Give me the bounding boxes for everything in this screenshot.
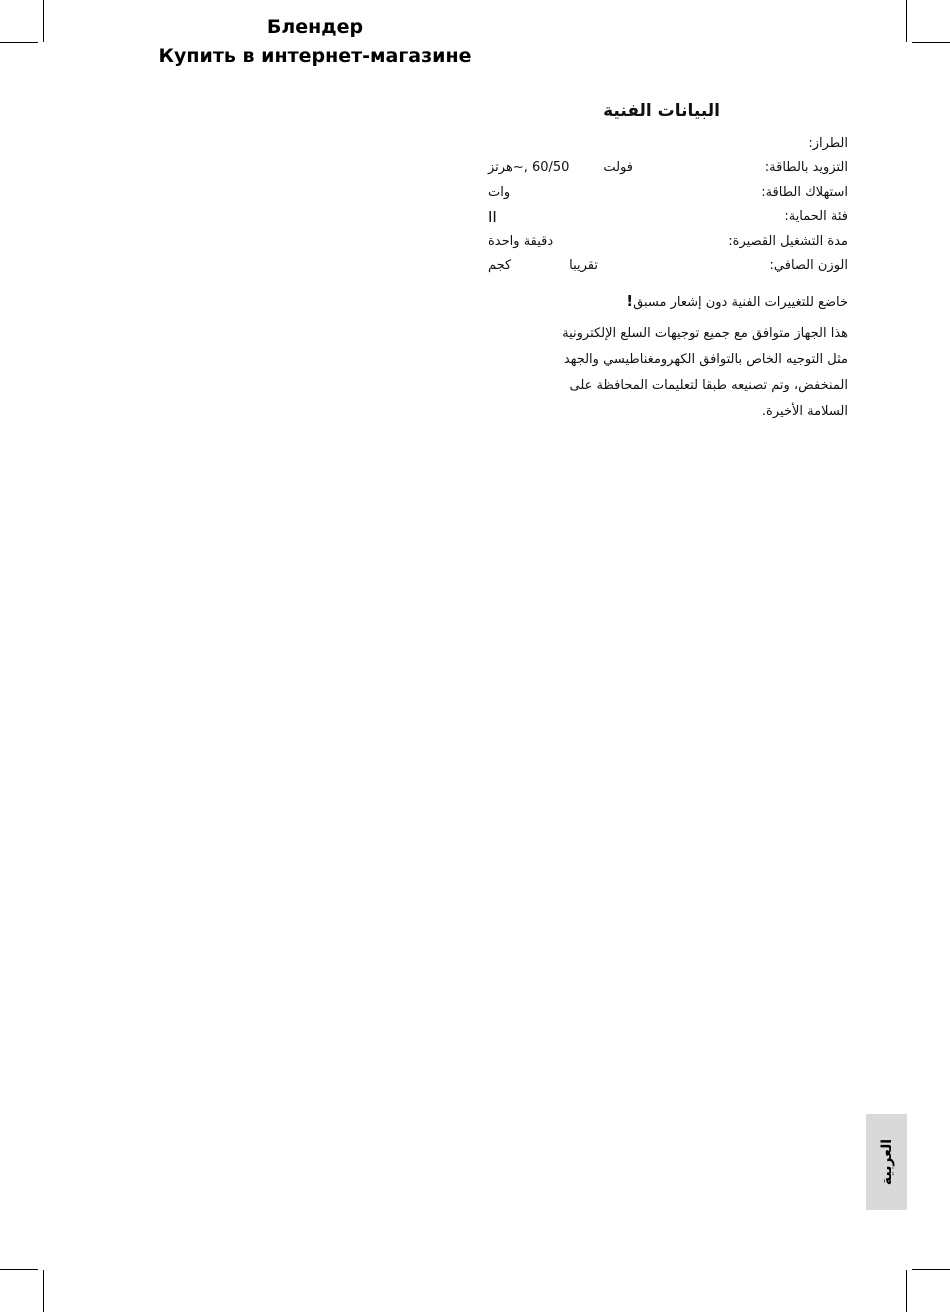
compliance-paragraph [488,321,848,425]
spec-label: فئة الحماية: [784,209,848,225]
compliance-line: السلامة الأخيرة. [761,404,848,419]
technical-changes-note [626,292,848,310]
crop-mark [912,42,950,43]
spec-approx: تقريبا [569,257,598,273]
spec-value: دقيقة واحدة [488,233,554,249]
spec-row-protection [488,207,848,231]
crop-mark [0,1269,38,1270]
spec-row-short-run [488,232,848,256]
spec-label: مدة التشغيل القصيرة: [728,233,848,249]
shop-link[interactable]: Купить в интернет-магазине [158,45,472,67]
spec-row-consumption [488,183,848,207]
language-tab [866,1114,907,1210]
crop-mark [0,42,38,43]
crop-mark [43,0,44,42]
spec-label: الطراز: [808,136,848,151]
spec-unit: وات [488,184,511,200]
compliance-line: المنخفض، وتم تصنيعه طبقا لتعليمات المحافظة على [569,378,848,393]
spec-label: الوزن الصافي: [769,257,848,273]
language-tab-label: العربية [878,1138,895,1186]
spec-unit: II [488,208,497,227]
spec-value-prefix: فولت [603,160,633,176]
crop-mark [43,1270,44,1312]
note-text: خاضع للتغييرات الفنية دون إشعار مسبق [633,295,848,310]
compliance-line: هذا الجهاز متوافق مع جميع توجيهات السلع الإلكترونية [562,326,848,341]
spec-row-power-supply [488,158,848,182]
spec-label: استهلاك الطاقة: [761,184,848,200]
spec-row-net-weight [488,256,848,280]
crop-mark [906,0,907,42]
crop-mark [906,1270,907,1312]
spec-value: 60/50 ,~هرتز [488,160,570,176]
spec-label: التزويد بالطاقة: [764,160,848,176]
spec-unit: كجم [488,257,512,273]
crop-mark [912,1269,950,1270]
product-link[interactable]: Блендер [266,16,364,38]
note-mark: ! [626,292,634,310]
spec-row-model [488,134,848,158]
spec-table [488,134,848,280]
compliance-line: مثل التوجيه الخاص بالتوافق الكهرومغناطيسي والجهد [563,352,848,367]
section-title: البيانات الفنية [603,101,720,121]
